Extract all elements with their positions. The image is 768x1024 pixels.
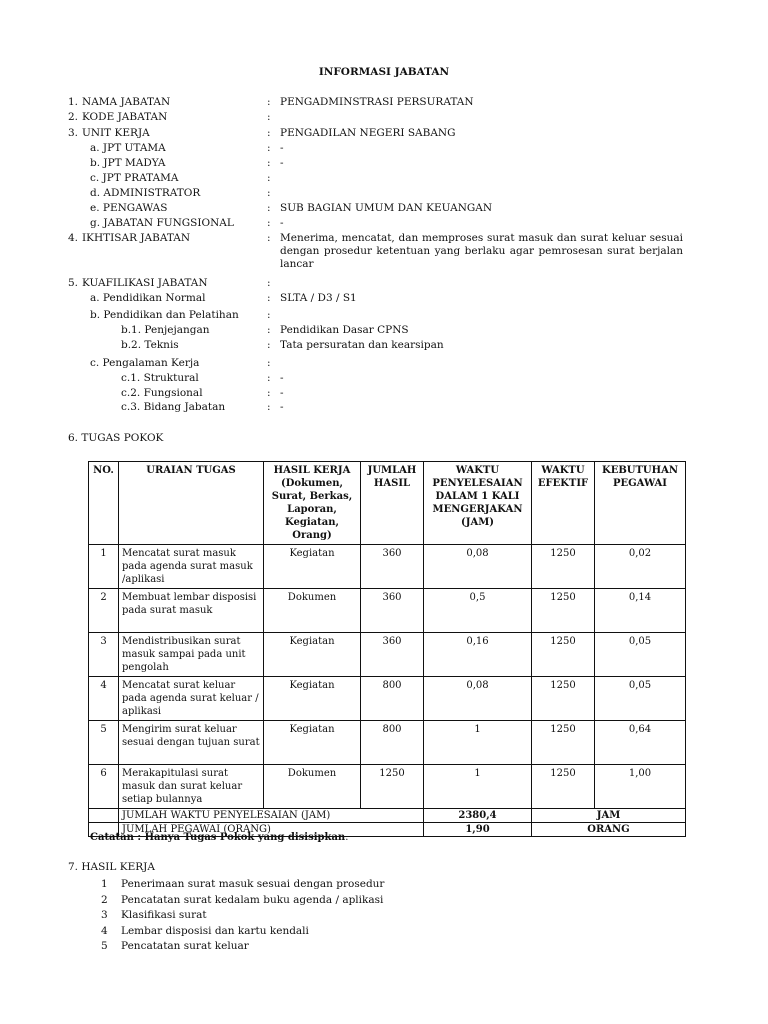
field-value: -: [280, 387, 284, 399]
cell-hasil: Dokumen: [264, 589, 361, 633]
field-row: [0, 95, 768, 110]
field-label: d. ADMINISTRATOR: [90, 187, 201, 199]
cell-no: 4: [89, 677, 119, 721]
field-label: c.1. Struktural: [121, 372, 199, 384]
cell-hasil: Kegiatan: [264, 633, 361, 677]
hasil-kerja-item: [0, 924, 768, 939]
summary-spacer: [89, 809, 119, 823]
cell-waktu: 0,5: [424, 589, 532, 633]
cell-efektif: 1250: [532, 721, 595, 765]
field-label: e. PENGAWAS: [90, 202, 168, 214]
catatan-note: [90, 832, 348, 843]
item-number: 2: [101, 894, 108, 906]
field-label: b.2. Teknis: [121, 339, 179, 351]
cell-kebutuhan: 0,14: [595, 589, 686, 633]
field-row: [0, 308, 768, 323]
field-value: PENGADMINSTRASI PERSURATAN: [280, 96, 474, 108]
column-header: NO.: [89, 462, 119, 545]
field-label: b.1. Penjejangan: [121, 324, 210, 336]
field-row: [0, 371, 768, 386]
field-row: [0, 276, 768, 291]
cell-uraian: Merakapitulasi surat masuk dan surat keluar setiap bulannya: [119, 765, 264, 809]
cell-waktu: 0,16: [424, 633, 532, 677]
field-row: [0, 186, 768, 201]
item-text: Pencatatan surat kedalam buku agenda / aplikasi: [121, 894, 384, 906]
field-colon: :: [267, 187, 271, 199]
field-row: [0, 156, 768, 171]
column-header: WAKTU PENYELESAIAN DALAM 1 KALI MENGERJAKAN (JAM): [424, 462, 532, 545]
field-colon: :: [267, 292, 271, 304]
field-value: SLTA / D3 / S1: [280, 292, 357, 304]
hasil-kerja-item: [0, 893, 768, 908]
cell-kebutuhan: 0,64: [595, 721, 686, 765]
field-number: 4.: [68, 232, 79, 244]
cell-efektif: 1250: [532, 677, 595, 721]
field-colon: :: [267, 357, 271, 369]
field-value: SUB BAGIAN UMUM DAN KEUANGAN: [280, 202, 493, 214]
cell-waktu: 1: [424, 765, 532, 809]
summary-label: JUMLAH PEGAWAI (ORANG): [119, 823, 424, 837]
field-number: 5.: [68, 277, 79, 289]
tugas-table: [88, 461, 686, 837]
summary-row: [89, 809, 686, 823]
field-colon: :: [267, 372, 271, 384]
field-colon: :: [267, 324, 271, 336]
field-row: [0, 201, 768, 216]
item-number: 1: [101, 878, 108, 890]
cell-no: 1: [89, 545, 119, 589]
cell-waktu: 0,08: [424, 545, 532, 589]
field-label: b. JPT MADYA: [90, 157, 166, 169]
field-row: [0, 141, 768, 156]
item-text: Pencatatan surat keluar: [121, 940, 249, 952]
cell-jumlah: 360: [361, 545, 424, 589]
item-number: 5: [101, 940, 108, 952]
field-number: 3.: [68, 127, 79, 139]
table-row: [89, 677, 686, 721]
field-value: -: [280, 217, 284, 229]
hasil-kerja-item: [0, 877, 768, 892]
field-colon: :: [267, 202, 271, 214]
field-colon: :: [267, 127, 271, 139]
field-row: [0, 216, 768, 231]
summary-value: 2380,4: [424, 809, 532, 823]
field-colon: :: [267, 387, 271, 399]
cell-uraian: Mendistribusikan surat masuk sampai pada unit pengolah: [119, 633, 264, 677]
cell-jumlah: 800: [361, 677, 424, 721]
field-value: -: [280, 142, 284, 154]
cell-uraian: Mencatat surat masuk pada agenda surat masuk /aplikasi: [119, 545, 264, 589]
hasil-kerja-heading: 7. HASIL KERJA: [68, 861, 155, 873]
field-label: NAMA JABATAN: [82, 96, 171, 108]
catatan-end: .: [345, 832, 349, 843]
column-header: URAIAN TUGAS: [119, 462, 264, 545]
cell-uraian: Mencatat surat keluar pada agenda surat keluar / aplikasi: [119, 677, 264, 721]
field-value: Tata persuratan dan kearsipan: [280, 339, 444, 351]
cell-no: 2: [89, 589, 119, 633]
summary-label: JUMLAH WAKTU PENYELESAIAN (JAM): [119, 809, 424, 823]
cell-jumlah: 360: [361, 589, 424, 633]
cell-kebutuhan: 1,00: [595, 765, 686, 809]
field-colon: :: [267, 232, 271, 244]
summary-unit: JAM: [532, 809, 686, 823]
cell-kebutuhan: 0,02: [595, 545, 686, 589]
table-row: [89, 765, 686, 809]
cell-jumlah: 800: [361, 721, 424, 765]
cell-efektif: 1250: [532, 589, 595, 633]
field-value: -: [280, 157, 284, 169]
field-label: KUAFILIKASI JABATAN: [82, 277, 208, 289]
field-row: [0, 291, 768, 306]
column-header: HASIL KERJA (Dokumen, Surat, Berkas, Laporan, Kegiatan, Orang): [264, 462, 361, 545]
item-text: Penerimaan surat masuk sesuai dengan prosedur: [121, 878, 385, 890]
field-colon: :: [267, 157, 271, 169]
cell-no: 3: [89, 633, 119, 677]
field-row: [0, 171, 768, 186]
field-colon: :: [267, 172, 271, 184]
cell-hasil: Dokumen: [264, 765, 361, 809]
field-colon: :: [267, 309, 271, 321]
field-colon: :: [267, 111, 271, 123]
field-label: c.3. Bidang Jabatan: [121, 401, 226, 413]
field-row: [0, 110, 768, 125]
field-value: PENGADILAN NEGERI SABANG: [280, 127, 456, 139]
column-header: WAKTU EFEKTIF: [532, 462, 595, 545]
cell-no: 6: [89, 765, 119, 809]
field-label: KODE JABATAN: [82, 111, 168, 123]
field-value: -: [280, 372, 284, 384]
summary-value: 1,90: [424, 823, 532, 837]
catatan-label: Catatan :: [90, 832, 145, 843]
field-row: [0, 356, 768, 371]
field-colon: :: [267, 339, 271, 351]
cell-waktu: 1: [424, 721, 532, 765]
field-label: a. JPT UTAMA: [90, 142, 166, 154]
field-number: 2.: [68, 111, 79, 123]
cell-waktu: 0,08: [424, 677, 532, 721]
item-number: 3: [101, 909, 108, 921]
cell-jumlah: 360: [361, 633, 424, 677]
field-label: b. Pendidikan dan Pelatihan: [90, 309, 239, 321]
cell-kebutuhan: 0,05: [595, 677, 686, 721]
field-colon: :: [267, 277, 271, 289]
field-row: [0, 126, 768, 141]
field-colon: :: [267, 217, 271, 229]
field-number: 1.: [68, 96, 79, 108]
field-row: [0, 386, 768, 401]
table-row: [89, 721, 686, 765]
item-number: 4: [101, 925, 108, 937]
field-row: [0, 323, 768, 338]
field-row: [0, 338, 768, 353]
cell-jumlah: 1250: [361, 765, 424, 809]
field-value: -: [280, 401, 284, 413]
cell-uraian: Mengirim surat keluar sesuai dengan tujuan surat: [119, 721, 264, 765]
table-row: [89, 589, 686, 633]
field-label: c. Pengalaman Kerja: [90, 357, 200, 369]
cell-hasil: Kegiatan: [264, 677, 361, 721]
cell-efektif: 1250: [532, 633, 595, 677]
field-label: IKHTISAR JABATAN: [82, 232, 191, 244]
item-text: Klasifikasi surat: [121, 909, 207, 921]
tugas-pokok-heading: 6. TUGAS POKOK: [68, 432, 164, 444]
cell-hasil: Kegiatan: [264, 545, 361, 589]
summary-unit: ORANG: [532, 823, 686, 837]
field-row: [0, 400, 768, 415]
field-label: UNIT KERJA: [82, 127, 150, 139]
catatan-text: Hanya Tugas Pokok yang disisipkan: [144, 832, 346, 843]
ikhtisar-text: Menerima, mencatat, dan memproses surat masuk dan surat keluar sesuai dengan prosedur ketentuan yang berlaku agar pemrosesan surat berjalan lancar: [280, 232, 683, 270]
field-label: c.2. Fungsional: [121, 387, 203, 399]
field-value: Pendidikan Dasar CPNS: [280, 324, 409, 336]
field-label: a. Pendidikan Normal: [90, 292, 206, 304]
field-label: c. JPT PRATAMA: [90, 172, 179, 184]
hasil-kerja-item: [0, 908, 768, 923]
table-header-row: [89, 462, 686, 545]
cell-efektif: 1250: [532, 545, 595, 589]
column-header: KEBUTUHAN PEGAWAI: [595, 462, 686, 545]
cell-hasil: Kegiatan: [264, 721, 361, 765]
field-colon: :: [267, 142, 271, 154]
table-row: [89, 545, 686, 589]
document-title: INFORMASI JABATAN: [318, 66, 450, 78]
cell-efektif: 1250: [532, 765, 595, 809]
item-text: Lembar disposisi dan kartu kendali: [121, 925, 309, 937]
cell-kebutuhan: 0,05: [595, 633, 686, 677]
cell-uraian: Membuat lembar disposisi pada surat masuk: [119, 589, 264, 633]
column-header: JUMLAH HASIL: [361, 462, 424, 545]
cell-no: 5: [89, 721, 119, 765]
hasil-kerja-item: [0, 939, 768, 954]
field-colon: :: [267, 96, 271, 108]
field-label: g. JABATAN FUNGSIONAL: [90, 217, 234, 229]
table-row: [89, 633, 686, 677]
field-colon: :: [267, 401, 271, 413]
